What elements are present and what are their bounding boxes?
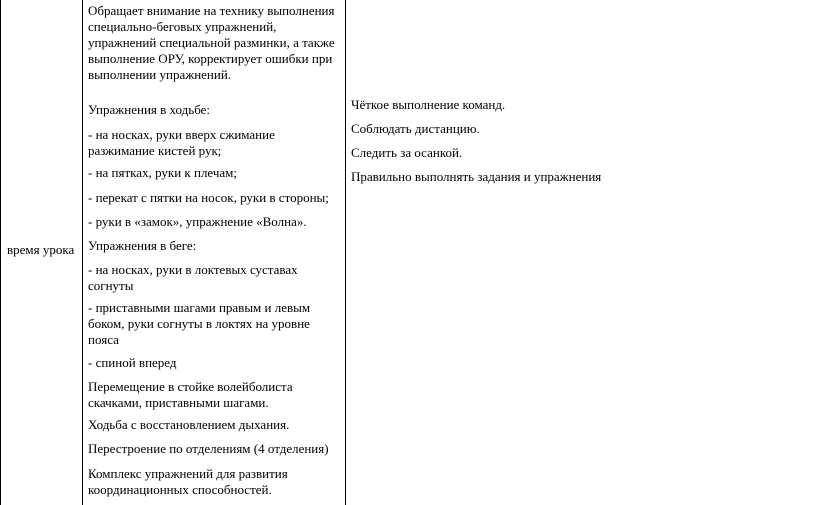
note-item: Следить за осанкой. [351,145,463,160]
note-item: Соблюдать дистанцию. [351,121,480,136]
content-paragraph: Ходьба с восстановлением дыхания. [88,417,290,432]
content-paragraph: Упражнения в ходьбе: [88,102,211,117]
content-cell [83,0,345,505]
notes-cell [346,0,816,505]
content-paragraph: - перекат с пятки на носок, руки в стороны; [88,190,329,205]
content-paragraph: - на носках, руки вверх сжимание разжимание кистей рук; [88,127,275,158]
content-paragraph: - руки в «замок», упражнение «Волна». [88,214,307,229]
content-paragraph: Перестроение по отделениям (4 отделения) [88,441,329,456]
content-paragraph: Упражнения в беге: [88,238,197,253]
content-paragraph: - на носках, руки в локтевых суставах согнуты [88,262,298,293]
time-cell-label: время урока [7,242,75,257]
content-paragraph: - на пятках, руки к плечам; [88,165,238,180]
content-paragraph: Перемещение в стойке волейболиста скачками, приставными шагами. [88,379,293,410]
content-paragraph: Комплекс упражнений для развития координационных способностей. [88,466,288,497]
note-item: Чёткое выполнение команд. [351,97,506,112]
time-cell [1,0,82,505]
content-paragraph: Обращает внимание на технику выполнения специально-беговых упражнений, упражнений специальной разминки, а также выполнение ОРУ, корректирует ошибки при выполнении упражнений. [88,3,335,82]
note-item: Правильно выполнять задания и упражнения [351,169,602,184]
content-paragraph: - приставными шагами правым и левым боком, руки согнуты в локтях на уровне пояса [88,300,311,347]
content-paragraph: - спиной вперед [88,355,177,370]
